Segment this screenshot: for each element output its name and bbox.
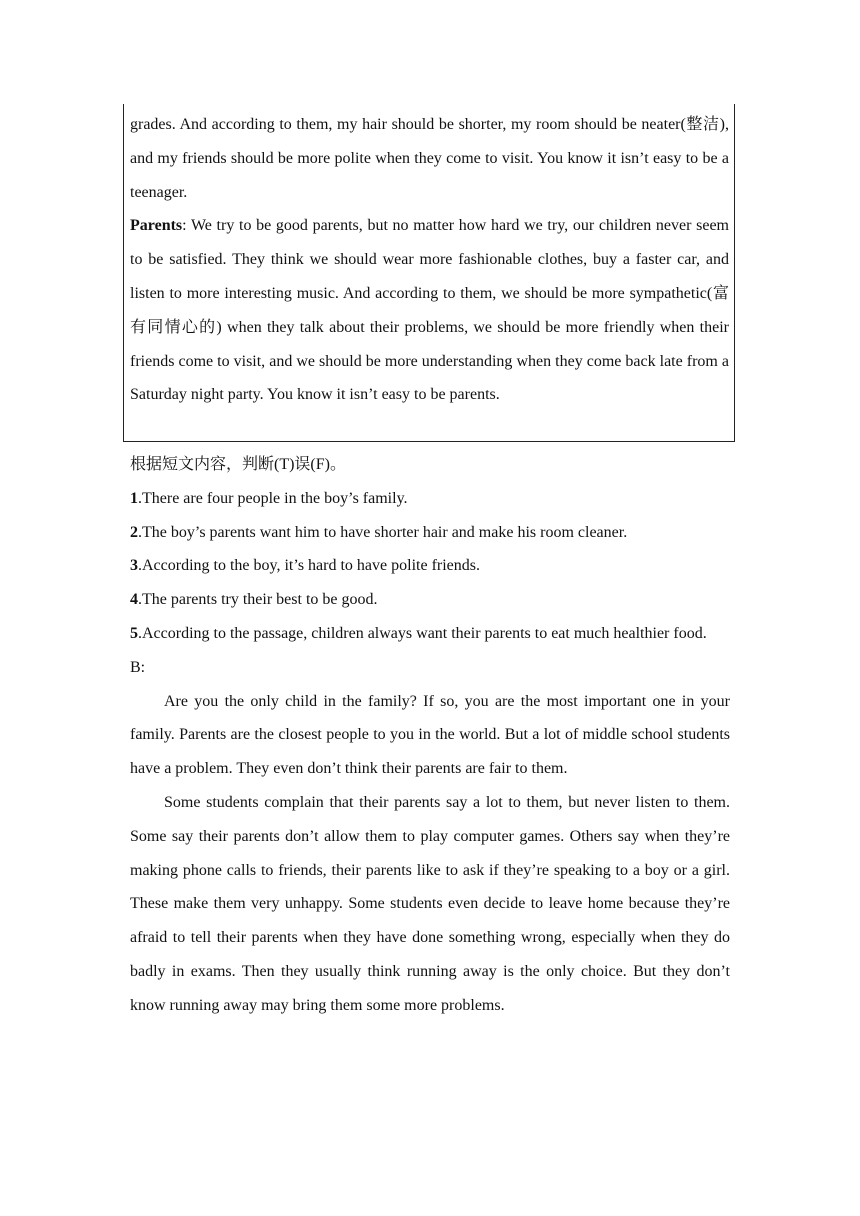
- question-text: .There are four people in the boy’s family.: [138, 489, 408, 507]
- question-item: [130, 617, 730, 651]
- section-b-label: B:: [130, 658, 146, 676]
- question-text: .The parents try their best to be good.: [138, 591, 378, 609]
- question-text: .According to the boy, it’s hard to have polite friends.: [138, 557, 480, 575]
- question-number: 1: [130, 489, 138, 507]
- question-number: 4: [130, 591, 138, 609]
- passage-continuation: grades. And according to them, my hair should be shorter, my room should be neater(整洁), and my friends should be more polite when they come to visit. You know it isn’t easy to be a teenager.: [130, 116, 729, 201]
- question-item: [130, 516, 730, 550]
- question-item: [130, 549, 730, 583]
- question-item: [130, 482, 730, 516]
- parents-text: : We try to be good parents, but no matter how hard we try, our children never seem to be satisfied. They think we should wear more fashionable clothes, buy a faster car, and listen to more interesting music. And according to them, we should be more sympathetic(富有同情心的) when they talk about their problems, we should be more friendly when their friends come to visit, and we should be more understanding when they come back late from a Saturday night party. You know it isn’t easy to be parents.: [130, 217, 729, 404]
- question-text: .The boy’s parents want him to have shorter hair and make his room cleaner.: [138, 523, 628, 541]
- instruction-text: 根据短文内容，判断(T)误(F)。: [130, 456, 346, 473]
- section-b-paragraph-2: Some students complain that their parents say a lot to them, but never listen to them. Some say their parents don’t allow them to play computer games. Others say when they’re making phone calls to friends, their parents like to ask if they’re speaking to a boy or a girl. These make them very unhappy. Some students even decide to leave home because they’re afraid to tell their parents when they have done something wrong, especially when they do badly in exams. Then they usually think running away is the only choice. But they don’t know running away may bring them some more problems.: [130, 793, 730, 1014]
- question-number: 2: [130, 523, 138, 541]
- question-number: 3: [130, 557, 138, 575]
- section-b-paragraph-1: Are you the only child in the family? If so, you are the most important one in your family. Parents are the closest people to you in the world. But a lot of middle school students have a problem. They even don’t think their parents are fair to them.: [130, 692, 730, 778]
- question-number: 5: [130, 624, 138, 642]
- speaker-label-parents: Parents: [130, 217, 183, 235]
- parents-paragraph: [130, 209, 729, 412]
- question-item: [130, 583, 730, 617]
- passage-box: [123, 104, 735, 442]
- document-body: [130, 448, 730, 1023]
- question-text: .According to the passage, children always want their parents to eat much healthier food.: [138, 624, 707, 642]
